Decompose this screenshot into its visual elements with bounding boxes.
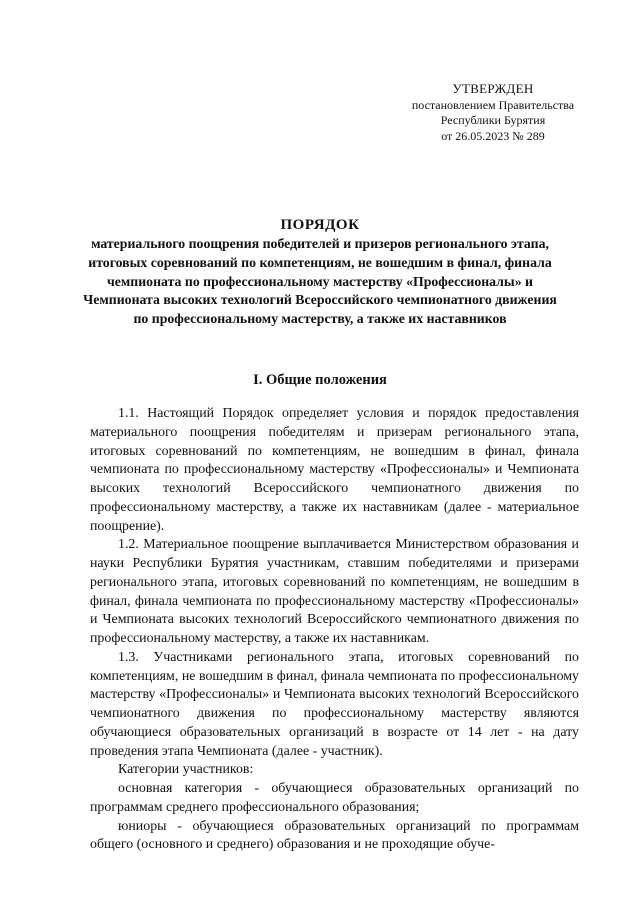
document-title: ПОРЯДОК	[280, 217, 360, 233]
paragraph-categories-heading: Категории участников:	[118, 762, 254, 778]
approval-title: УТВЕРЖДЕН	[452, 81, 534, 96]
approval-line-resolution: постановлением Правительства	[411, 97, 575, 112]
approval-stamp	[388, 81, 598, 144]
document-title-block	[80, 216, 560, 329]
paragraph-category-juniors: юниоры - обучающиеся образовательных организаций по программам общего (основного и среднего) образования и не проходящие обуче-	[90, 818, 579, 853]
paragraph-1-1: 1.1. Настоящий Порядок определяет условия и порядок предоставления материального поощрения победителям и призерам регионального этапа, итоговых соревнований по компетенциям, не вошедшим в финал, финала чемпионата по профессиональному мастерству «Профессионалы» и Чемпионата высоких технологий Всероссийского чемпионатного движения по профессиональному мастерству, а также их наставникам (далее - материальное поощрение).	[90, 406, 579, 534]
approval-line-date-number: от 26.05.2023 № 289	[441, 128, 545, 143]
section-heading: I. Общие положения	[253, 372, 387, 388]
paragraph-1-2: 1.2. Материальное поощрение выплачивается Министерством образования и науки Республики Бурятия участникам, ставшим победителями и призерами регионального этапа, итоговых соревнований по компетенциям, не вошедшим в финал, финала чемпионата по профессиональному мастерству «Профессионалы» и Чемпионата высоких технологий Всероссийского чемпионатного движения по профессиональному мастерству, а также их наставникам.	[90, 537, 579, 646]
paragraph-1-3: 1.3. Участниками регионального этапа, итоговых соревнований по компетенциям, не вошедшим в финал, финала чемпионата по профессиональному мастерству «Профессионалы» и Чемпионата высоких технологий Всероссийского чемпионатного движения по профессиональному мастерству являются обучающиеся образовательных организаций в возрасте от 14 лет - на дату проведения этапа Чемпионата (далее - участник).	[90, 649, 579, 759]
paragraph-category-main: основная категория - обучающиеся образовательных организаций по программам среднего профессионального образования;	[90, 781, 579, 815]
document-subtitle: материального поощрения победителей и призеров регионального этапа, итоговых соревнований по компетенциям, не вошедшим в финал, финала чемпионата по профессиональному мастерству «Профессионалы» и Чемпионата высоких технологий Всероссийского чемпионатного движения по профессиональному мастерству, а также их наставников	[83, 236, 557, 327]
approval-line-republic: Республики Бурятия	[440, 113, 546, 127]
section-body	[90, 405, 579, 855]
